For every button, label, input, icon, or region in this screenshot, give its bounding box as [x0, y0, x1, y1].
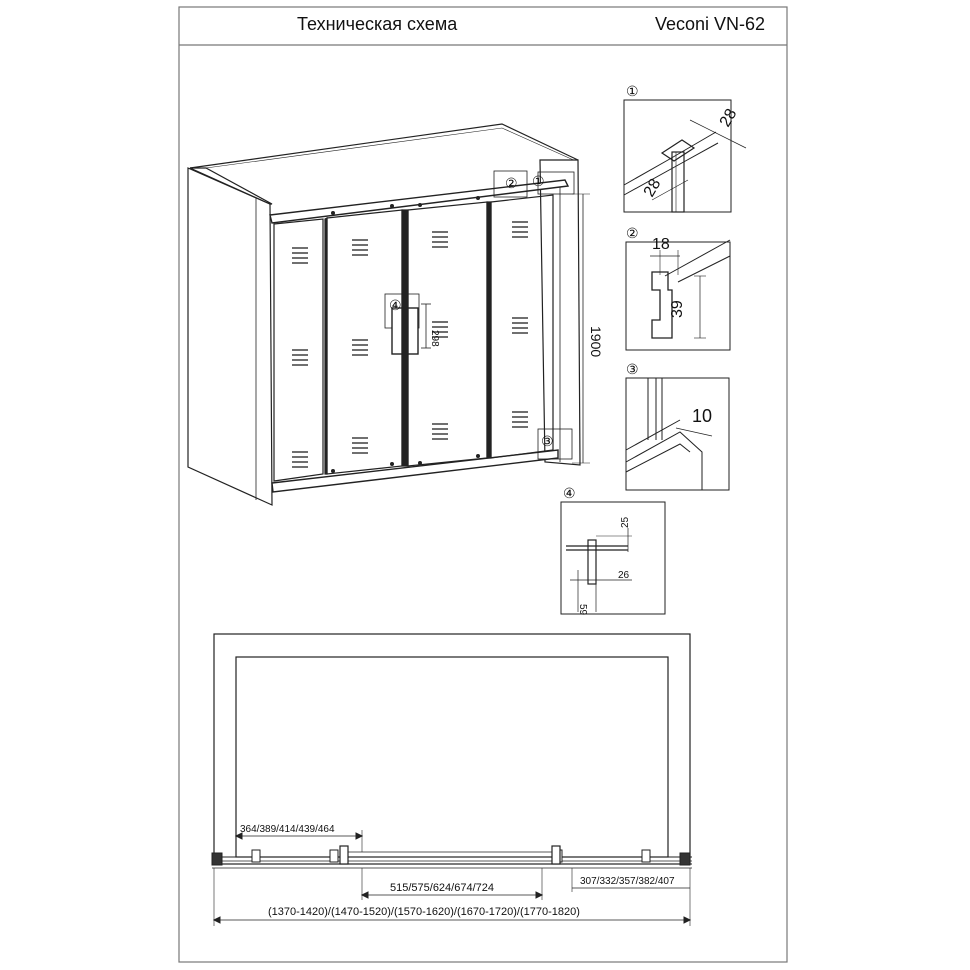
detail-2-dim-a: 18: [652, 236, 670, 253]
detail-4-dim-a: 25: [620, 516, 631, 528]
callout-2: ②: [505, 175, 518, 191]
detail-3-dim-a: 10: [692, 406, 713, 426]
detail-4-marker: ④: [563, 485, 576, 501]
dim-left-panel: 364/389/414/439/464: [240, 824, 335, 835]
callout-3: ③: [541, 433, 554, 449]
detail-2: [626, 240, 730, 350]
isometric-view: [188, 124, 590, 505]
callout-1: ①: [532, 173, 545, 189]
detail-2-marker: ②: [626, 225, 639, 241]
handle-dimension: 298: [429, 330, 440, 347]
model-name: Veconi VN-62: [655, 14, 766, 34]
detail-4: [561, 502, 665, 614]
callout-4: ④: [389, 297, 402, 313]
sheet-title: Техническая схема: [297, 14, 458, 34]
height-dimension: 1900: [588, 326, 604, 358]
dim-right-panel: 307/332/357/382/407: [580, 876, 675, 887]
detail-4-dim-c: 59: [577, 604, 588, 616]
detail-3: [626, 378, 729, 490]
dim-center: 515/575/624/674/724: [390, 882, 494, 894]
detail-1-dim-a: 28: [716, 106, 741, 130]
detail-2-dim-b: 39: [669, 300, 686, 318]
detail-1-dim-b: 28: [640, 176, 665, 200]
detail-1-marker: ①: [626, 83, 639, 99]
dim-overall: (1370-1420)/(1470-1520)/(1570-1620)/(1670-1720)/(1770-1820): [268, 906, 580, 918]
detail-3-marker: ③: [626, 361, 639, 377]
detail-4-dim-b: 26: [618, 570, 630, 581]
